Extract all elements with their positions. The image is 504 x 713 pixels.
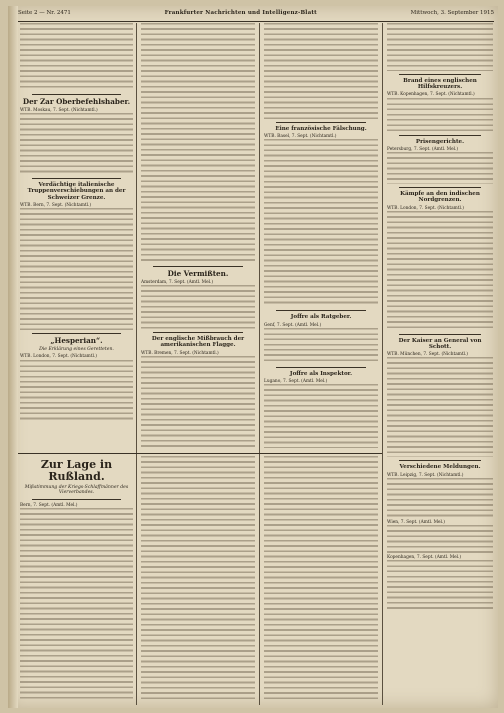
article-text <box>387 560 493 612</box>
article-text <box>264 139 378 307</box>
article-text <box>387 525 493 555</box>
article-text <box>20 113 133 175</box>
column-3 <box>264 23 378 451</box>
article-text <box>387 478 493 520</box>
bottom-column-3 <box>264 456 378 705</box>
article-text <box>387 152 493 184</box>
headline-kaiser: Der Kaiser an General von Schott. <box>398 337 482 350</box>
dateline: Genf, 7. Sept. (Amtl. Mel.) <box>264 322 322 328</box>
dateline: WTB. München, 7. Sept. (Nichtamtl.) <box>387 352 468 358</box>
divider <box>276 367 366 368</box>
article-text <box>264 384 378 448</box>
article-text <box>20 508 133 702</box>
article-text <box>141 456 255 701</box>
subheadline: Mißstimmung der Kriegs-Schlaffmänner des Vierverbandes. <box>24 485 129 496</box>
headline-hesperian: „Hesperian“. <box>50 336 103 346</box>
divider <box>399 135 481 136</box>
dateline: Lugano, 7. Sept. (Amtl. Mel.) <box>264 379 328 385</box>
divider <box>32 178 121 179</box>
bottom-column-2 <box>141 456 255 705</box>
dateline: Amsterdam, 7. Sept. (Amtl. Mel.) <box>141 280 214 285</box>
dateline: Petersburg, 7. Sept. (Amtl. Mel.) <box>387 146 459 152</box>
bottom-column-1 <box>20 456 133 705</box>
page-header <box>18 10 494 22</box>
article-text <box>20 360 133 420</box>
dateline: WTB. Bern, 7. Sept. (Nichtamtl.) <box>20 202 92 208</box>
divider <box>153 266 243 267</box>
header-page-number: Seite 2 — Nr. 2471 <box>18 10 71 16</box>
divider <box>399 74 481 75</box>
header-date: Mittwoch, 3. September 1915 <box>410 10 494 16</box>
dateline: Wien, 7. Sept. (Amtl. Mel.) <box>387 519 445 525</box>
dateline: WTB. Moskau, 7. Sept. (Nichtamtl.) <box>20 108 98 113</box>
page-binding <box>8 6 18 708</box>
dateline: WTB. Kopenhagen, 7. Sept. (Nichtamtl.) <box>387 92 475 98</box>
column-rule <box>259 23 260 705</box>
column-1 <box>20 23 133 451</box>
dateline: WTB. London, 7. Sept. (Nichtamtl.) <box>20 354 97 360</box>
article-text <box>264 328 378 364</box>
section-rule <box>18 453 382 454</box>
headline-truppen: Verdächtige italienische Truppenverschiebungen an der Schweizer Grenze. <box>27 182 126 201</box>
headline-prisengerichte: Prisengerichte. <box>415 138 465 145</box>
article-text <box>20 23 133 91</box>
column-rule <box>136 23 137 705</box>
headline-nordgrenzen: Kämpfe an den indischen Nordgrenzen. <box>400 191 480 204</box>
dateline: WTB. London, 7. Sept. (Nichtamtl.) <box>387 205 464 211</box>
headline-flagge: Der englische Mißbrauch der amerikanischen Flagge. <box>151 336 245 349</box>
divider <box>399 460 481 461</box>
dateline: Bern, 7. Sept. (Amtl. Mel.) <box>20 502 78 508</box>
headline-hilfskreuzer: Brand eines englischen Hilfskreuzers. <box>403 78 477 91</box>
column-4 <box>387 23 493 705</box>
headline-ratgeber: Joffre als Ratgeber. <box>290 314 352 321</box>
divider <box>32 499 121 500</box>
article-text <box>141 23 255 263</box>
divider <box>399 334 481 335</box>
headline-zar: Der Zar Oberbefehlshaber. <box>22 97 131 106</box>
divider <box>153 332 243 333</box>
headline-inspektor: Joffre als Inspektor. <box>289 370 353 377</box>
article-text <box>264 456 378 701</box>
article-text <box>20 208 133 330</box>
column-rule <box>382 23 383 705</box>
divider <box>276 122 366 123</box>
subheadline: Die Erklärung eines Geretteten. <box>39 347 114 353</box>
article-text <box>387 23 493 71</box>
dateline: WTB. Basel, 7. Sept. (Nichtamtl.) <box>264 134 337 140</box>
headline-faelschung: Eine französische Fälschung. <box>275 126 367 132</box>
article-text <box>264 23 378 119</box>
article-text <box>141 356 255 448</box>
divider <box>32 94 121 95</box>
divider <box>399 187 481 188</box>
masthead: Frankfurter Nachrichten und Intelligenz-Blatt <box>164 10 317 16</box>
article-text <box>387 357 493 457</box>
headline-vermisste: Die Vermißten. <box>167 269 229 278</box>
dateline: WTB. Leipzig, 7. Sept. (Nichtamtl.) <box>387 472 464 478</box>
article-text <box>141 285 255 329</box>
dateline: Kopenhagen, 7. Sept. (Amtl. Mel.) <box>387 555 462 561</box>
headline-meldungen: Verschiedene Meldungen. <box>399 464 481 471</box>
article-text <box>387 98 493 132</box>
divider <box>276 310 366 311</box>
headline-russland: Zur Lage in Rußland. <box>40 458 113 483</box>
article-text <box>387 211 493 331</box>
dateline: WTB. Bremen, 7. Sept. (Nichtamtl.) <box>141 350 219 356</box>
newspaper-page <box>8 6 498 708</box>
column-2 <box>141 23 255 451</box>
divider <box>32 333 121 334</box>
